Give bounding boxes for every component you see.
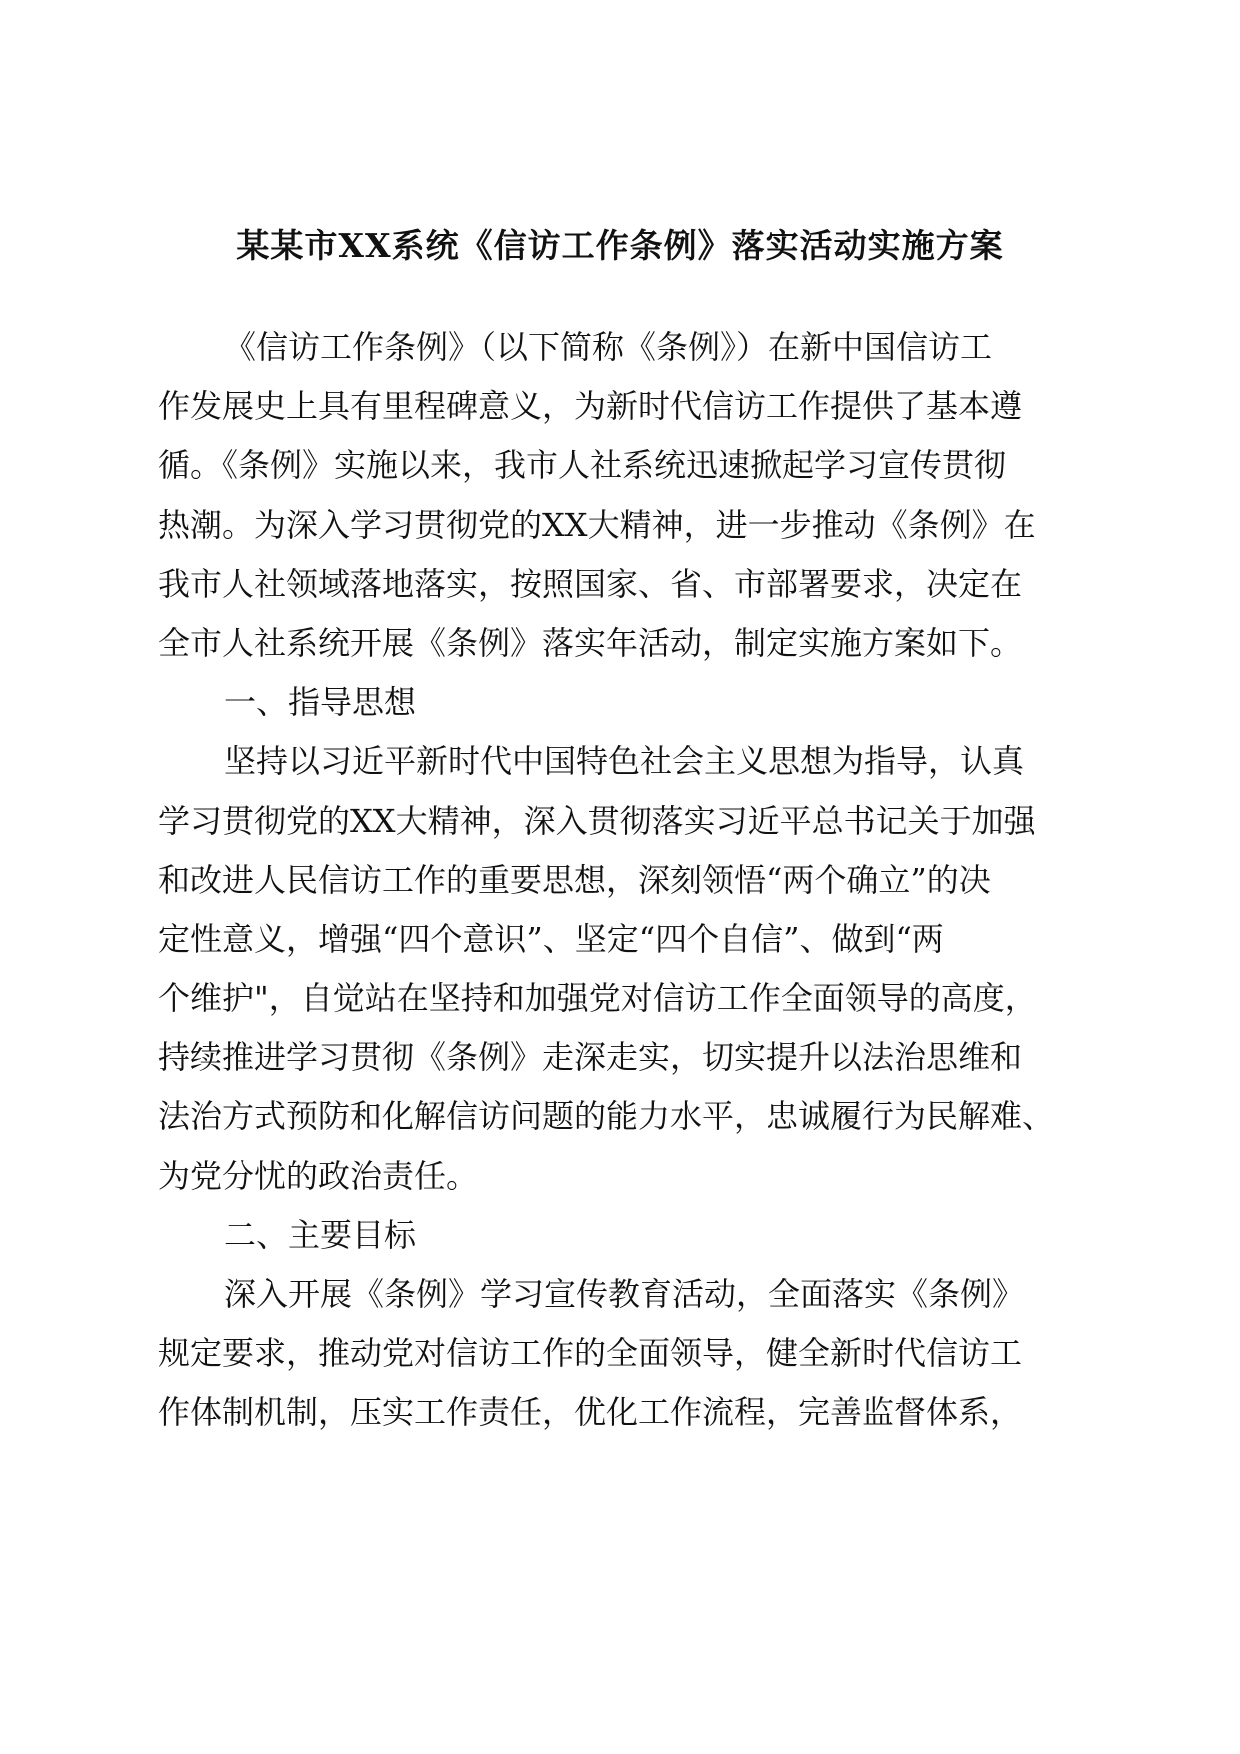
section1-line-2: 学习贯彻党的XX大精神，深入贯彻落实习近平总书记关于加强: [158, 801, 1036, 840]
section1-line-3: 和改进人民信访工作的重要思想，深刻领悟“两个确立”的决: [158, 860, 991, 899]
intro-line-1: 《信访工作条例》（以下简称《条例》）在新中国信访工: [224, 328, 993, 366]
section2-line-1: 深入开展《条例》学习宣传教育活动，全面落实《条例》: [224, 1275, 1025, 1313]
section1-line-1: 坚持以习近平新时代中国特色社会主义思想为指导，认真: [224, 742, 1025, 781]
document-body: [158, 318, 1082, 1443]
section1-line-4: 定性意义，增强“四个意识”、坚定“四个自信”、做到“两: [158, 919, 944, 958]
intro-line-5: 我市人社领域落地落实，按照国家、省、市部署要求，决定在: [158, 564, 1023, 603]
intro-line-6: 全市人社系统开展《条例》落实年活动，制定实施方案如下。: [158, 623, 1023, 662]
intro-line-4: 热潮。为深入学习贯彻党的XX大精神，进一步推动《条例》在: [158, 505, 1036, 544]
section-heading-2: 二、主要目标: [224, 1215, 417, 1254]
section2-line-3: 作体制机制，压实工作责任，优化工作流程，完善监督体系，: [158, 1393, 1023, 1432]
intro-line-3: 循。《条例》实施以来，我市人社系统迅速掀起学习宣传贯彻: [158, 446, 1007, 485]
intro-line-2: 作发展史上具有里程碑意义，为新时代信访工作提供了基本遵: [158, 387, 1023, 426]
section1-line-8: 为党分忧的政治责任。: [158, 1156, 479, 1195]
section1-line-6: 持续推进学习贯彻《条例》走深走实，切实提升以法治思维和: [158, 1038, 1023, 1077]
section1-line-5: 个维护"，自觉站在坚持和加强党对信访工作全面领导的高度，: [158, 979, 1037, 1018]
section-heading-1: 一、指导思想: [224, 683, 417, 722]
section2-line-2: 规定要求，推动党对信访工作的全面领导，健全新时代信访工: [158, 1334, 1023, 1373]
document-title: 某某市XX系统《信访工作条例》落实活动实施方案: [236, 226, 1004, 265]
section1-line-7: 法治方式预防和化解信访问题的能力水平，忠诚履行为民解难、: [158, 1097, 1055, 1136]
